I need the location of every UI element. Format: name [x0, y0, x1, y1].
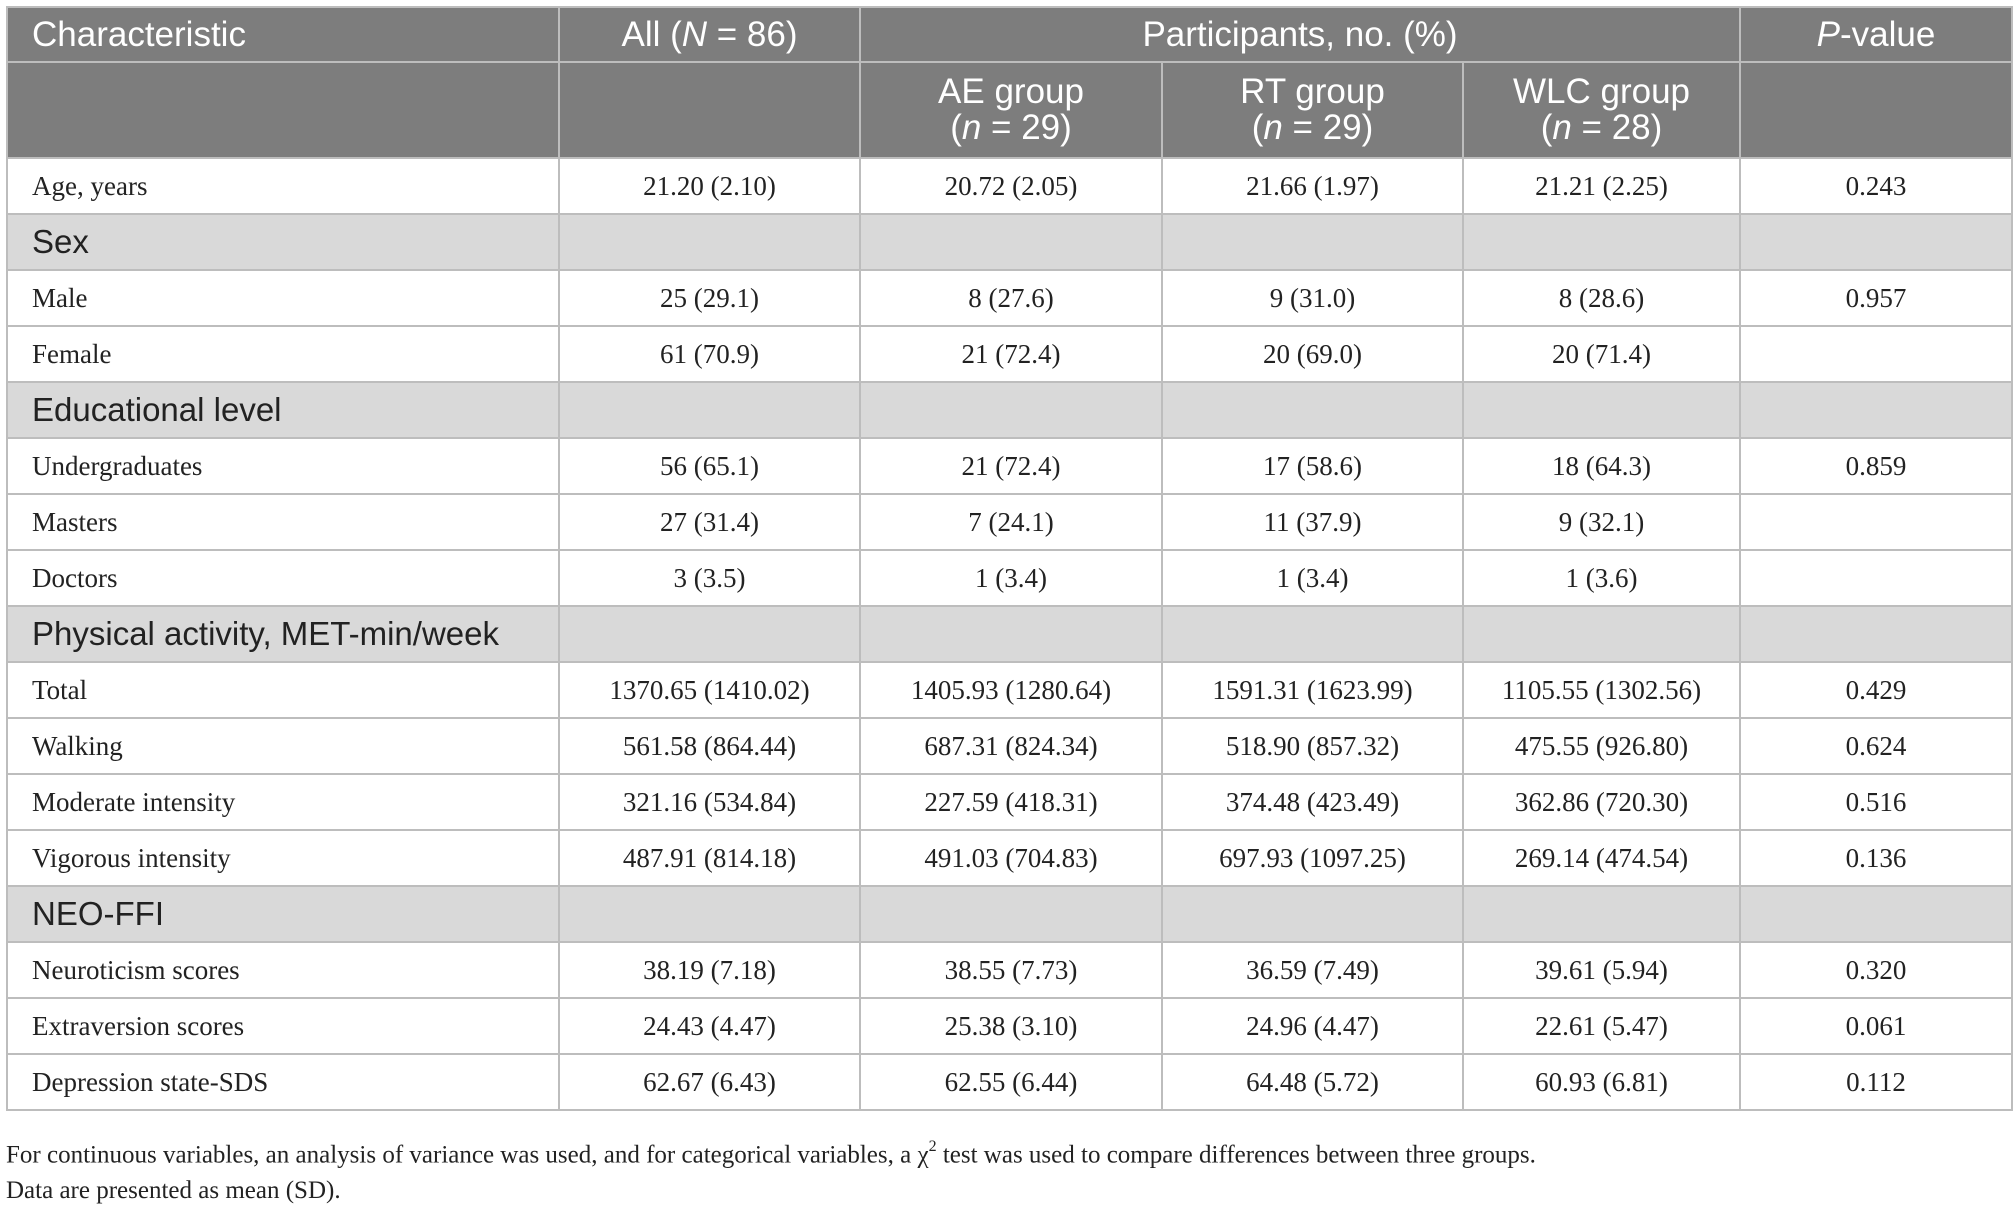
- cell-wlc-group: 269.14 (474.54): [1463, 830, 1740, 886]
- table-row: [7, 662, 2012, 718]
- cell-ae-group: 20.72 (2.05): [860, 158, 1162, 214]
- cell-p-value: 0.243: [1740, 158, 2012, 214]
- cell-ae-group: 62.55 (6.44): [860, 1054, 1162, 1110]
- cell-wlc-group: 22.61 (5.47): [1463, 998, 1740, 1054]
- cell-rt-group: 1 (3.4): [1162, 550, 1463, 606]
- cell-ae-group: [860, 214, 1162, 270]
- cell-rt-group: 518.90 (857.32): [1162, 718, 1463, 774]
- row-label: Undergraduates: [7, 438, 559, 494]
- group-name: AE group: [938, 72, 1084, 111]
- row-label: Extraversion scores: [7, 998, 559, 1054]
- header-p-value: [1740, 7, 2012, 62]
- cell-wlc-group: 21.21 (2.25): [1463, 158, 1740, 214]
- cell-all: [559, 886, 860, 942]
- cell-all: 24.43 (4.47): [559, 998, 860, 1054]
- cell-p-value: [1740, 326, 2012, 382]
- header-p-italic: P: [1816, 14, 1841, 54]
- table-row: [7, 774, 2012, 830]
- cell-rt-group: 697.93 (1097.25): [1162, 830, 1463, 886]
- cell-p-value: 0.136: [1740, 830, 2012, 886]
- cell-p-value: [1740, 550, 2012, 606]
- table-row: [7, 830, 2012, 886]
- section-label: Physical activity, MET-min/week: [7, 606, 559, 662]
- cell-wlc-group: [1463, 382, 1740, 438]
- row-label: Walking: [7, 718, 559, 774]
- cell-all: 56 (65.1): [559, 438, 860, 494]
- cell-p-value: [1740, 494, 2012, 550]
- row-label: Female: [7, 326, 559, 382]
- row-label: Masters: [7, 494, 559, 550]
- cell-ae-group: 227.59 (418.31): [860, 774, 1162, 830]
- participant-characteristics-table: [6, 6, 2013, 1111]
- row-label: Depression state-SDS: [7, 1054, 559, 1110]
- header-characteristic: Characteristic: [7, 7, 559, 62]
- section-label: NEO-FFI: [7, 886, 559, 942]
- cell-all: [559, 382, 860, 438]
- header-all-n: N: [681, 14, 708, 54]
- cell-wlc-group: 1 (3.6): [1463, 550, 1740, 606]
- cell-wlc-group: 39.61 (5.94): [1463, 942, 1740, 998]
- cell-all: 62.67 (6.43): [559, 1054, 860, 1110]
- cell-p-value: [1740, 382, 2012, 438]
- row-label: Neuroticism scores: [7, 942, 559, 998]
- header-empty-p: [1740, 62, 2012, 158]
- cell-all: 321.16 (534.84): [559, 774, 860, 830]
- table-row: [7, 1054, 2012, 1110]
- cell-all: 61 (70.9): [559, 326, 860, 382]
- cell-wlc-group: 1105.55 (1302.56): [1463, 662, 1740, 718]
- cell-all: 561.58 (864.44): [559, 718, 860, 774]
- cell-p-value: 0.624: [1740, 718, 2012, 774]
- cell-ae-group: [860, 886, 1162, 942]
- cell-rt-group: 374.48 (423.49): [1162, 774, 1463, 830]
- cell-all: [559, 606, 860, 662]
- row-label: Vigorous intensity: [7, 830, 559, 886]
- cell-p-value: [1740, 214, 2012, 270]
- section-header-row: [7, 214, 2012, 270]
- header-row-2: [7, 62, 2012, 158]
- cell-rt-group: 36.59 (7.49): [1162, 942, 1463, 998]
- cell-rt-group: [1162, 606, 1463, 662]
- cell-all: 487.91 (814.18): [559, 830, 860, 886]
- table-row: [7, 998, 2012, 1054]
- table-row: [7, 270, 2012, 326]
- cell-all: 1370.65 (1410.02): [559, 662, 860, 718]
- cell-all: 27 (31.4): [559, 494, 860, 550]
- cell-ae-group: 1405.93 (1280.64): [860, 662, 1162, 718]
- cell-p-value: 0.516: [1740, 774, 2012, 830]
- cell-p-value: 0.429: [1740, 662, 2012, 718]
- cell-wlc-group: 8 (28.6): [1463, 270, 1740, 326]
- table-row: [7, 438, 2012, 494]
- cell-ae-group: 38.55 (7.73): [860, 942, 1162, 998]
- row-label: Doctors: [7, 550, 559, 606]
- header-group-wlc: [1463, 62, 1740, 158]
- cell-ae-group: 687.31 (824.34): [860, 718, 1162, 774]
- cell-wlc-group: [1463, 606, 1740, 662]
- table-footnotes: [6, 1131, 2006, 1209]
- cell-rt-group: 17 (58.6): [1162, 438, 1463, 494]
- cell-rt-group: 11 (37.9): [1162, 494, 1463, 550]
- header-group-ae: [860, 62, 1162, 158]
- cell-all: 21.20 (2.10): [559, 158, 860, 214]
- table-row: [7, 718, 2012, 774]
- cell-wlc-group: 20 (71.4): [1463, 326, 1740, 382]
- group-n: (n = 28): [1540, 108, 1663, 147]
- cell-all: 25 (29.1): [559, 270, 860, 326]
- cell-ae-group: 21 (72.4): [860, 326, 1162, 382]
- section-label: Sex: [7, 214, 559, 270]
- section-label: Educational level: [7, 382, 559, 438]
- cell-wlc-group: 60.93 (6.81): [1463, 1054, 1740, 1110]
- header-all: [559, 7, 860, 62]
- row-label: Age, years: [7, 158, 559, 214]
- cell-ae-group: 25.38 (3.10): [860, 998, 1162, 1054]
- cell-ae-group: 21 (72.4): [860, 438, 1162, 494]
- cell-rt-group: [1162, 214, 1463, 270]
- group-n: (n = 29): [950, 108, 1072, 147]
- row-label: Male: [7, 270, 559, 326]
- table-row: [7, 550, 2012, 606]
- cell-p-value: 0.957: [1740, 270, 2012, 326]
- header-group-rt: [1162, 62, 1463, 158]
- header-participants: Participants, no. (%): [860, 7, 1740, 62]
- cell-wlc-group: [1463, 214, 1740, 270]
- cell-all: 38.19 (7.18): [559, 942, 860, 998]
- table-row: [7, 494, 2012, 550]
- cell-ae-group: 1 (3.4): [860, 550, 1162, 606]
- cell-rt-group: 64.48 (5.72): [1162, 1054, 1463, 1110]
- cell-p-value: 0.112: [1740, 1054, 2012, 1110]
- header-all-prefix: All (: [621, 14, 682, 54]
- cell-wlc-group: [1463, 886, 1740, 942]
- section-header-row: [7, 382, 2012, 438]
- cell-rt-group: 21.66 (1.97): [1162, 158, 1463, 214]
- footnote-method: For continuous variables, an analysis of variance was used, and for categorical variables, a $\chi^2$ test was used to compare differences between three groups.: [6, 1138, 1536, 1169]
- cell-p-value: 0.859: [1740, 438, 2012, 494]
- cell-wlc-group: 475.55 (926.80): [1463, 718, 1740, 774]
- group-name: WLC group: [1512, 72, 1691, 111]
- table-row: [7, 942, 2012, 998]
- cell-rt-group: [1162, 886, 1463, 942]
- cell-wlc-group: 9 (32.1): [1463, 494, 1740, 550]
- footnote-data-format: Data are presented as mean (SD).: [6, 1177, 341, 1205]
- cell-p-value: 0.061: [1740, 998, 2012, 1054]
- cell-ae-group: 8 (27.6): [860, 270, 1162, 326]
- header-all-suffix: = 86): [707, 14, 798, 54]
- row-label: Moderate intensity: [7, 774, 559, 830]
- cell-rt-group: 20 (69.0): [1162, 326, 1463, 382]
- cell-ae-group: 491.03 (704.83): [860, 830, 1162, 886]
- cell-ae-group: 7 (24.1): [860, 494, 1162, 550]
- header-empty-characteristic: [7, 62, 559, 158]
- header-empty-all: [559, 62, 860, 158]
- section-header-row: [7, 886, 2012, 942]
- cell-rt-group: 24.96 (4.47): [1162, 998, 1463, 1054]
- cell-all: 3 (3.5): [559, 550, 860, 606]
- cell-p-value: 0.320: [1740, 942, 2012, 998]
- table-body: [7, 158, 2012, 1110]
- row-label: Total: [7, 662, 559, 718]
- group-n: (n = 29): [1251, 108, 1374, 147]
- cell-all: [559, 214, 860, 270]
- cell-wlc-group: 362.86 (720.30): [1463, 774, 1740, 830]
- table-row: [7, 158, 2012, 214]
- cell-rt-group: 1591.31 (1623.99): [1162, 662, 1463, 718]
- cell-ae-group: [860, 606, 1162, 662]
- cell-rt-group: 9 (31.0): [1162, 270, 1463, 326]
- cell-p-value: [1740, 886, 2012, 942]
- header-p-rest: -value: [1840, 14, 1936, 54]
- section-header-row: [7, 606, 2012, 662]
- header-row-1: [7, 7, 2012, 62]
- cell-rt-group: [1162, 382, 1463, 438]
- table-row: [7, 326, 2012, 382]
- cell-p-value: [1740, 606, 2012, 662]
- cell-wlc-group: 18 (64.3): [1463, 438, 1740, 494]
- group-name: RT group: [1240, 72, 1385, 111]
- cell-ae-group: [860, 382, 1162, 438]
